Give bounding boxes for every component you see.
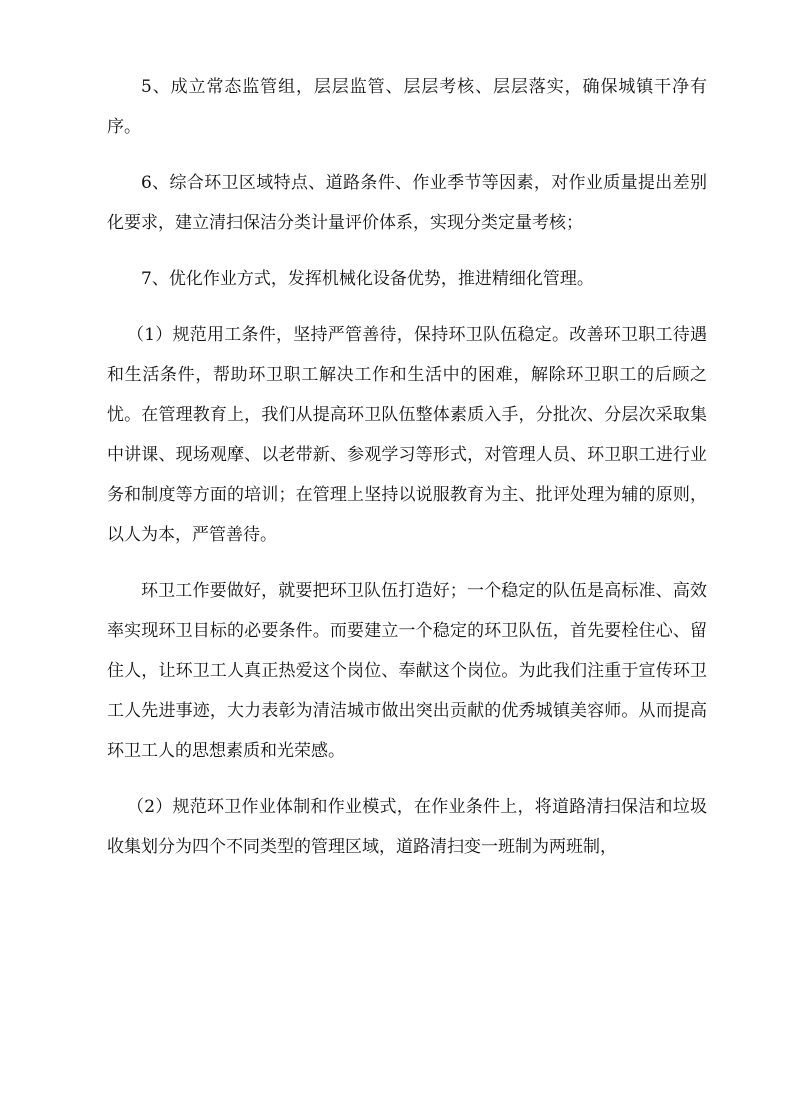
document-body bbox=[107, 67, 707, 867]
paragraph-item-5: 5、成立常态监管组，层层监管、层层考核、层层落实，确保城镇干净有序。 bbox=[107, 77, 707, 137]
paragraph-item-7-1: （1）规范用工条件，坚持严管善待，保持环卫队伍稳定。改善环卫职工待遇和生活条件，帮助环卫职工解决工作和生活中的困难，解除环卫职工的后顾之忧。在管理教育上，我们从提高环卫队伍整体素质入手，分批次、分层次采取集中讲课、现场观摩、以老带新、参观学习等形式，对管理人员、环卫职工进行业务和制度等方面的培训；在管理上坚持以说服教育为主、批评处理为辅的原则，以人为本，严管善待。 bbox=[107, 325, 707, 545]
paragraph-item-6: 6、综合环卫区域特点、道路条件、作业季节等因素，对作业质量提出差别化要求，建立清扫保洁分类计量评价体系，实现分类定量考核； bbox=[107, 173, 707, 233]
paragraph-item-7-2: （2）规范环卫作业体制和作业模式，在作业条件上，将道路清扫保洁和垃圾收集划分为四个不同类型的管理区域，道路清扫变一班制为两班制， bbox=[107, 797, 707, 857]
paragraph-team-building: 环卫工作要做好，就要把环卫队伍打造好；一个稳定的队伍是高标准、高效率实现环卫目标的必要条件。而要建立一个稳定的环卫队伍，首先要栓住心、留住人，让环卫工人真正热爱这个岗位、奉献这个岗位。为此我们注重于宣传环卫工人先进事迹，大力表彰为清洁城市做出突出贡献的优秀城镇美容师。从而提高环卫工人的思想素质和光荣感。 bbox=[107, 581, 707, 761]
paragraph-item-7: 7、优化作业方式，发挥机械化设备优势，推进精细化管理。 bbox=[141, 269, 594, 289]
